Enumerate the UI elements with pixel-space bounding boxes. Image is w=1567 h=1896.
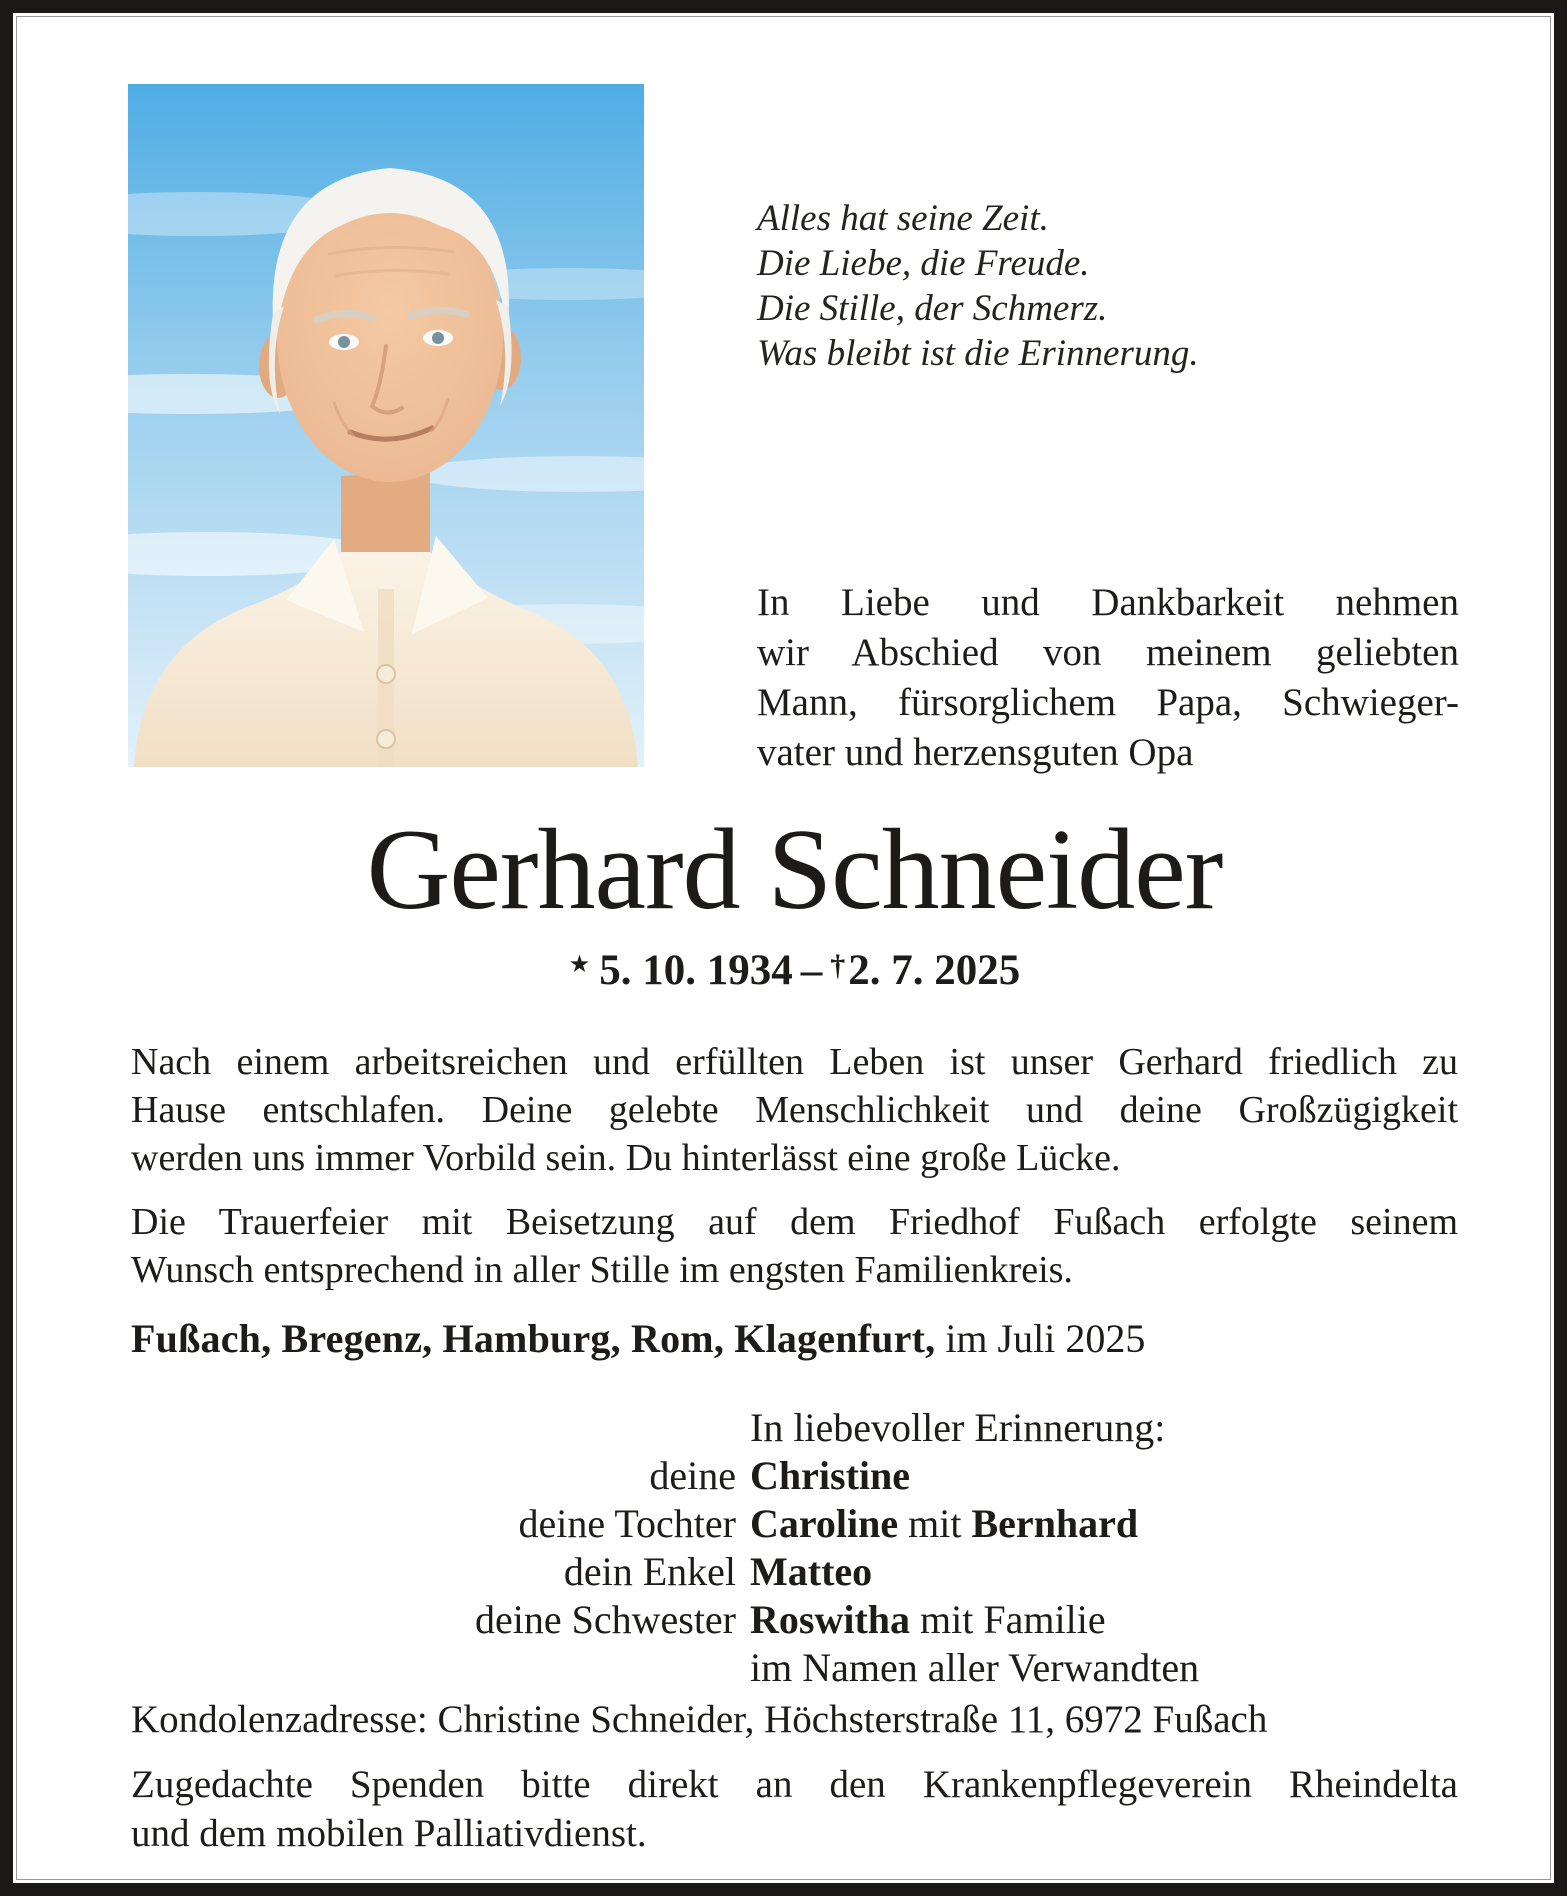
obituary-paragraph-2 bbox=[131, 1198, 1458, 1294]
relative-name-suffix: im Namen aller Verwandten bbox=[750, 1645, 1200, 1690]
deceased-name: Gerhard Schneider bbox=[366, 806, 1223, 934]
birth-date: 5. 10. 1934 bbox=[599, 947, 793, 994]
obituary-paragraph-1 bbox=[131, 1038, 1458, 1182]
relative-names bbox=[750, 1452, 910, 1500]
text-line: Nach einem arbeitsreichen und erfüllten Leben ist unser Gerhard friedlich zu bbox=[131, 1041, 1458, 1083]
remembrance-row bbox=[131, 1500, 1458, 1548]
places-line bbox=[131, 1315, 1458, 1363]
relative-names bbox=[750, 1500, 1138, 1548]
text-line: Zugedachte Spenden bitte direkt an den Krankenpflegeverein Rheindelta bbox=[131, 1763, 1458, 1806]
relation-label: dein Enkel bbox=[563, 1549, 736, 1594]
relative-name-suffix: mit bbox=[898, 1501, 972, 1546]
text-line: Mann, fürsorglichem Papa, Schwieger- bbox=[757, 681, 1459, 724]
remembrance-block bbox=[131, 1404, 1458, 1692]
relative-names bbox=[750, 1644, 1199, 1692]
text-line: werden uns immer Vorbild sein. Du hinterlässt eine große Lücke. bbox=[131, 1137, 1121, 1179]
text-line: vater und herzensguten Opa bbox=[757, 731, 1194, 774]
date-separator: – bbox=[800, 947, 823, 994]
text-line: Die Liebe, die Freude. bbox=[757, 243, 1090, 284]
text-line: Alles hat seine Zeit. bbox=[757, 198, 1049, 239]
portrait-illustration bbox=[128, 84, 644, 767]
text-line: Was bleibt ist die Erinnerung. bbox=[757, 333, 1199, 374]
relative-name: Roswitha bbox=[750, 1597, 911, 1642]
relation-label: deine Tochter bbox=[518, 1501, 736, 1546]
shirt-button bbox=[377, 665, 395, 683]
text-line: wir Abschied von meinem geliebten bbox=[757, 631, 1459, 674]
text-line: Wunsch entsprechend in aller Stille im engsten Familienkreis. bbox=[131, 1249, 1073, 1291]
text-line: Die Trauerfeier mit Beisetzung auf dem Friedhof Fußach erfolgte seinem bbox=[131, 1201, 1458, 1243]
remembrance-heading: In liebevoller Erinnerung: bbox=[750, 1405, 1166, 1450]
relation-label: deine Schwester bbox=[474, 1597, 736, 1642]
text-line: Die Stille, der Schmerz. bbox=[757, 288, 1108, 329]
text-line: In Liebe und Dankbarkeit nehmen bbox=[757, 581, 1459, 624]
relation-label bbox=[131, 1644, 736, 1692]
remembrance-row bbox=[131, 1548, 1458, 1596]
farewell-intro bbox=[757, 578, 1459, 778]
relative-name: Matteo bbox=[750, 1549, 873, 1594]
condolence-address: Kondolenzadresse: Christine Schneider, Höchsterstraße 11, 6972 Fußach bbox=[131, 1698, 1268, 1741]
remembrance-row bbox=[131, 1644, 1458, 1692]
death-date: 2. 7. 2025 bbox=[848, 947, 1021, 994]
relation-label: deine bbox=[649, 1453, 736, 1498]
birth-star-icon: ★ bbox=[568, 950, 591, 978]
relative-name: Christine bbox=[750, 1453, 910, 1498]
donation-note bbox=[131, 1760, 1458, 1858]
places-bold: Fußach, Bregenz, Hamburg, Rom, Klagenfurt, bbox=[131, 1316, 936, 1361]
text-line: Hause entschlafen. Deine gelebte Menschlichkeit und deine Großzügigkeit bbox=[131, 1089, 1458, 1131]
remembrance-row bbox=[131, 1452, 1458, 1500]
relative-names bbox=[750, 1548, 872, 1596]
remembrance-rows bbox=[131, 1452, 1458, 1692]
portrait-photo bbox=[128, 84, 644, 767]
remembrance-row bbox=[131, 1596, 1458, 1644]
places-regular: im Juli 2025 bbox=[945, 1316, 1146, 1361]
death-cross-icon: † bbox=[830, 949, 846, 982]
relative-name: Caroline bbox=[750, 1501, 899, 1546]
text-line: und dem mobilen Palliativdienst. bbox=[131, 1812, 647, 1855]
relative-names bbox=[750, 1596, 1106, 1644]
life-dates bbox=[131, 946, 1458, 995]
relative-name-suffix: mit Familie bbox=[910, 1597, 1106, 1642]
memorial-poem bbox=[757, 196, 1199, 376]
shirt-button bbox=[377, 730, 395, 748]
relative-name: Bernhard bbox=[971, 1501, 1139, 1546]
